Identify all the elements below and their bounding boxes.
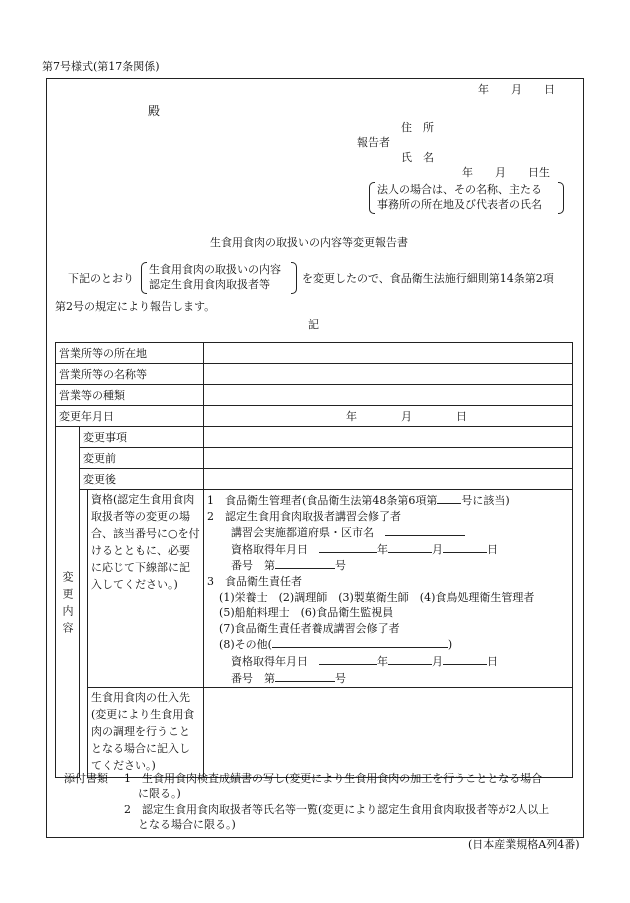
address-label: 住 所 — [401, 121, 434, 134]
body-options — [149, 262, 281, 292]
body-suffix: を変更したので、食品衛生法施行細則第14条第2項 — [302, 272, 554, 285]
value-change-before[interactable] — [204, 448, 573, 469]
label-business-location: 営業所等の所在地 — [56, 343, 204, 364]
qual-2-place: 講習会実施都道府県・区市名 — [207, 524, 569, 541]
report-table — [55, 342, 573, 778]
body-option-2: 認定生食用食肉取扱者等 — [149, 278, 270, 291]
corp-note-bracket-left — [369, 182, 375, 214]
label-change-date: 変更年月日 — [56, 406, 204, 427]
body-prefix: 下記のとおり — [68, 272, 134, 285]
qual-option-2: 2 認定生食用食肉取扱者講習会修了者 — [207, 509, 402, 523]
corp-note-bracket-right — [558, 182, 564, 214]
label-supplier: 生食用食肉の仕入先(変更により生食用食肉の調理を行うこととなる場合に記入してください。) — [88, 688, 204, 778]
attachment-1-line2: に限る。) — [138, 787, 181, 800]
body-line2: 第2号の規定により報告します。 — [55, 300, 216, 313]
qual-3-list-b: (5)船舶料理士 (6)食品衛生監視員 — [219, 606, 394, 620]
value-change-after[interactable] — [204, 469, 573, 490]
qual-3-list-a: (1)栄養士 (2)調理師 (3)製菓衛生師 (4)食鳥処理衛生管理者 — [219, 590, 535, 604]
qual-2-number: 番号 第 号 — [231, 559, 347, 573]
document-title: 生食用食肉の取扱いの内容等変更報告書 — [210, 236, 408, 249]
qual-option-1: 1 食品衛生管理者(食品衛生法第48条第6項第 号に該当) — [207, 494, 510, 507]
birth-date: 年 月 日生 — [462, 166, 550, 179]
report-date: 年 月 日 — [478, 83, 555, 96]
corp-note-line2: 事務所の所在地及び代表者の氏名 — [377, 198, 542, 211]
attachment-1-line1: 1 生食用食肉検査成績書の写し(変更により生食用食肉の加工を行うこととなる場合 — [124, 772, 543, 785]
value-business-type[interactable] — [204, 385, 573, 406]
paper-size-note: (日本産業規格A列4番) — [468, 838, 580, 851]
attachment-2-line2: となる場合に限る。) — [138, 818, 236, 831]
attachments-label: 添付書類 — [64, 772, 108, 785]
body-bracket-right — [291, 262, 297, 294]
value-business-name[interactable] — [204, 364, 573, 385]
ki-heading: 記 — [308, 318, 319, 331]
label-change-after: 変更後 — [80, 469, 204, 490]
value-supplier[interactable] — [204, 688, 573, 778]
form-id: 第7号様式(第17条関係) — [42, 60, 160, 73]
reporter-label: 報告者 — [357, 136, 390, 149]
body-bracket-left — [141, 262, 147, 294]
qual-3-list-d: (8)その他( ) — [219, 638, 453, 652]
qual-3-number: 番号 第 号 — [231, 671, 347, 685]
name-label: 氏 名 — [401, 151, 434, 164]
label-change-before: 変更前 — [80, 448, 204, 469]
change-content-label: 変更内容 — [56, 427, 80, 778]
corp-note — [377, 182, 542, 212]
value-change-date[interactable]: 年 月 日 — [204, 406, 573, 427]
after-indent-cell — [80, 490, 88, 778]
attachment-2-line1: 2 認定生食用食肉取扱者等氏名等一覧(変更により認定生食用食肉取扱者等が2人以上 — [124, 803, 550, 816]
body-option-1: 生食用食肉の取扱いの内容 — [149, 263, 281, 276]
qual-option-3: 3 食品衛生責任者 — [207, 574, 303, 588]
qual-3-date: 資格取得年月日 年 月 日 — [231, 654, 499, 668]
addressee-suffix: 殿 — [148, 104, 161, 118]
qual-3-list-c: (7)食品衛生責任者養成講習会修了者 — [219, 621, 400, 635]
value-change-item[interactable] — [204, 427, 573, 448]
label-business-type: 営業等の種類 — [56, 385, 204, 406]
value-business-location[interactable] — [204, 343, 573, 364]
corp-note-line1: 法人の場合は、その名称、主たる — [377, 183, 542, 196]
qualification-options[interactable] — [204, 490, 573, 688]
label-business-name: 営業所等の名称等 — [56, 364, 204, 385]
qual-2-date: 資格取得年月日 年 月 日 — [231, 542, 499, 556]
label-change-item: 変更事項 — [80, 427, 204, 448]
label-qualification: 資格(認定生食用食肉取扱者等の変更の場合、該当番号に○を付けるとともに、必要に応じて下線部に記入してください。) — [88, 490, 204, 688]
